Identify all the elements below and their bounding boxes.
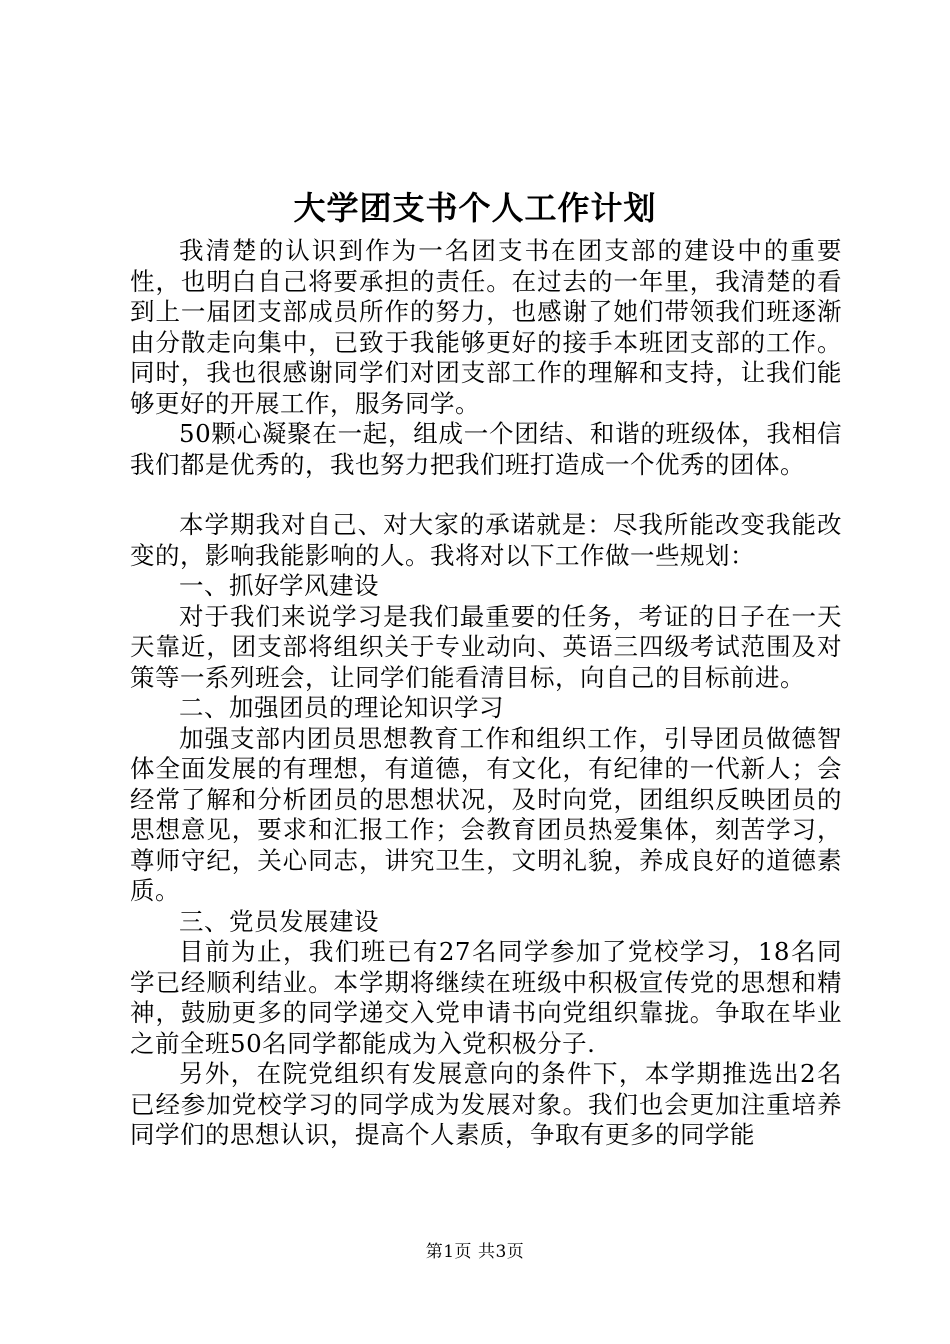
paragraph-commitment: 本学期我对自己、对大家的承诺就是：尽我所能改变我能改变的，影响我能影响的人。我将对以下工作做一些规划： [130,510,842,570]
paragraph-unity: 50颗心凝聚在一起，组成一个团结、和谐的班级体，我相信我们都是优秀的，我也努力把我们班打造成一个优秀的团体。 [130,419,842,479]
section-heading-study-style: 一、抓好学风建设 [179,571,379,600]
paragraph-additionally: 另外，在院党组织有发展意向的条件下，本学期推选出2名已经参加党校学习的同学成为发展对象。我们也会更加注重培养同学们的思想认识，提高个人素质，争取有更多的同学能 [130,1059,842,1149]
page-number-footer: 第1页 共3页 [425,1242,525,1262]
paragraph-study-style: 对于我们来说学习是我们最重要的任务，考证的日子在一天天靠近，团支部将组织关于专业动向、英语三四级考试范围及对策等一系列班会，让同学们能看清目标，向自己的目标前进。 [130,601,842,692]
section-heading-party: 三、党员发展建设 [179,906,379,936]
document-title: 大学团支书个人工作计划 [293,189,657,227]
section-heading-theory: 二、加强团员的理论知识学习 [179,693,504,722]
document-body [130,236,842,1151]
paragraph-intro: 我清楚的认识到作为一名团支书在团支部的建设中的重要性，也明白自己将要承担的责任。在过去的一年里，我清楚的看到上一届团支部成员所作的努力，也感谢了她们带领我们班逐渐由分散走向集中，已致于我能够更好的接手本班团支部的工作。同时，我也很感谢同学们对团支部工作的理解和支持，让我们能够更好的开展工作，服务同学。 [130,236,842,418]
paragraph-theory: 加强支部内团员思想教育工作和组织工作，引导团员做德智体全面发展的有理想，有道德，有文化，有纪律的一代新人；会经常了解和分析团员的思想状况，及时向党，团组织反映团员的思想意见，要求和汇报工作；会教育团员热爱集体，刻苦学习，尊师守纪，关心同志，讲究卫生，文明礼貌，养成良好的道德素质。 [130,723,842,905]
paragraph-party: 目前为止，我们班已有27名同学参加了党校学习，18名同学已经顺利结业。本学期将继续在班级中积极宣传党的思想和精神，鼓励更多的同学递交入党申请书向党组织靠拢。争取在毕业之前全班50名同学都能成为入党积极分子. [130,937,842,1058]
